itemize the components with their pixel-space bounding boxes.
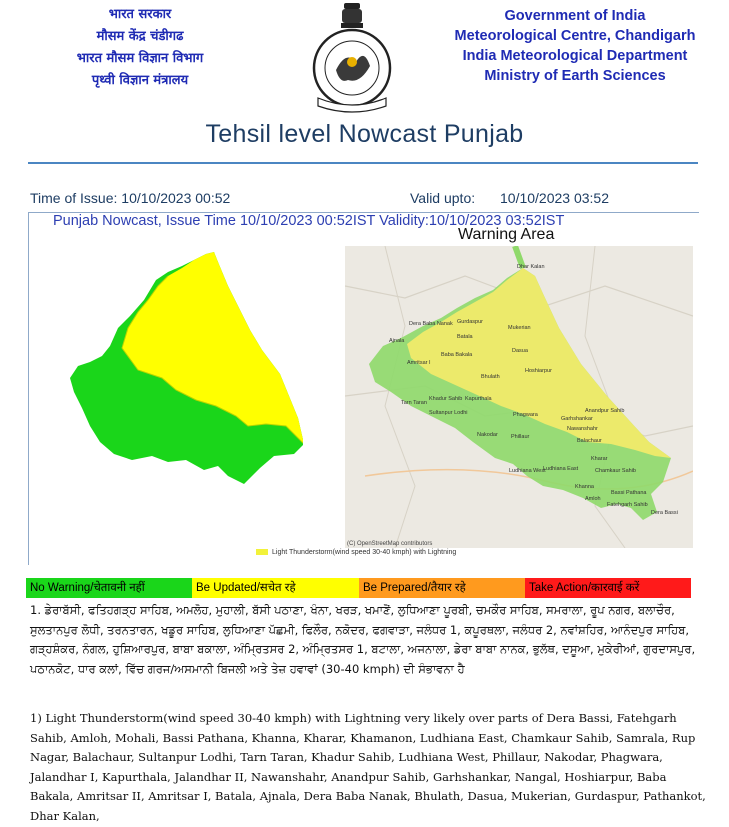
place-label: Nakodar bbox=[477, 432, 498, 438]
place-label: Mukerian bbox=[508, 325, 531, 331]
place-label: Amritsar I bbox=[407, 360, 431, 366]
valid-label: Valid upto: bbox=[410, 190, 476, 206]
place-label: Nawanshahr bbox=[567, 426, 598, 432]
legend-label: Light Thunderstorm(wind speed 30-40 kmph) with Lightning bbox=[272, 549, 457, 556]
header-hindi-line: पृथ्वी विज्ञान मंत्रालय bbox=[91, 73, 189, 88]
place-label: Dera Bassi bbox=[651, 510, 678, 516]
scale-be-prepared: Be Prepared/तैयार रहे bbox=[359, 578, 525, 598]
scale-be-updated: Be Updated/सचेत रहे bbox=[192, 578, 359, 598]
punjab-warning-map bbox=[68, 246, 303, 486]
place-label: Baba Bakala bbox=[441, 352, 473, 358]
warning-basemap bbox=[345, 246, 693, 548]
place-label: Khadur Sahib bbox=[429, 396, 463, 402]
place-label: Sultanpur Lodhi bbox=[429, 410, 468, 416]
header-hindi-line: भारत मौसम विज्ञान विभाग bbox=[76, 51, 204, 66]
header-hindi bbox=[40, 4, 240, 92]
place-label: Gurdaspur bbox=[457, 319, 483, 325]
header-hindi-line: मौसम केंद्र चंडीगढ bbox=[96, 29, 184, 44]
place-label: Batala bbox=[457, 334, 473, 340]
scale-take-action: Take Action/कारवाई करें bbox=[525, 578, 691, 598]
place-label: Tarn Taran bbox=[401, 400, 427, 406]
osm-credit: (C) OpenStreetMap contributors bbox=[347, 541, 433, 547]
place-label: Dera Baba Nanak bbox=[409, 321, 453, 327]
title-divider bbox=[28, 162, 698, 164]
place-label: Dhar Kalan bbox=[517, 264, 545, 270]
valid-value: 10/10/2023 03:52 bbox=[500, 190, 609, 206]
place-label: Amloh bbox=[585, 496, 601, 502]
place-label: Phillaur bbox=[511, 434, 530, 440]
place-label: Kapurthala bbox=[465, 396, 492, 402]
place-label: Fatehgarh Sahib bbox=[607, 502, 648, 508]
place-label: Bassi Pathana bbox=[611, 490, 647, 496]
place-label: Bhulath bbox=[481, 374, 500, 380]
place-label: Chamkaur Sahib bbox=[595, 468, 636, 474]
place-label: Dasua bbox=[512, 348, 528, 354]
header-english-line: Ministry of Earth Sciences bbox=[484, 68, 666, 84]
place-label: Khanna bbox=[575, 484, 594, 490]
place-label: Balachaur bbox=[577, 438, 602, 444]
legend-swatch-yellow bbox=[256, 549, 268, 555]
issue-time: Time of Issue: 10/10/2023 00:52 bbox=[30, 190, 231, 206]
panel-title: Punjab Nowcast, Issue Time 10/10/2023 00:52IST Validity:10/10/2023 03:52IST bbox=[53, 213, 565, 229]
place-label: Ajnala bbox=[389, 338, 405, 344]
english-forecast-text: 1) Light Thunderstorm(wind speed 30-40 kmph) with Lightning very likely over parts of Dera Bassi, Fatehgarh Sahib, Amloh, Mohali, Bassi Pathana, Khanna, Kharar, Khamanon, Ludhiana East, Chamkaur Sahib, Samrala, Rup Nagar, Balachaur, Sultanpur Lodhi, Tarn Taran, Khadur Sahib, Ludhiana West, Phillaur, Nakodar, Phagwara, Jalandhar I, Kapurthala, Jalandhar II, Nawanshahr, Anandpur Sahib, Garhshankar, Nangal, Hoshiarpur, Baba Bakala, Amritsar II, Amritsar I, Batala, Ajnala, Dera Baba Nanak, Bhulath, Dasua, Mukerian, Gurdaspur, Pathankot, Dhar Kalan, bbox=[30, 711, 706, 823]
place-label: Garhshankar bbox=[561, 416, 593, 422]
place-label: Ludhiana West bbox=[509, 468, 546, 474]
page-title: Tehsil level Nowcast Punjab bbox=[205, 120, 524, 148]
map-legend bbox=[256, 549, 456, 556]
place-label: Anandpur Sahib bbox=[585, 408, 625, 414]
header-english-line: India Meteorological Department bbox=[462, 48, 688, 64]
warning-area-title: Warning Area bbox=[458, 226, 555, 243]
header-english bbox=[440, 6, 710, 86]
header-hindi-line: भारत सरकार bbox=[108, 7, 172, 22]
header-english-line: Government of India bbox=[504, 8, 646, 24]
place-label: Phagwara bbox=[513, 412, 538, 418]
place-label: Kharar bbox=[591, 456, 608, 462]
place-label: Hoshiarpur bbox=[525, 368, 552, 374]
punjabi-forecast-text: 1. ਡੇਰਾਬੱਸੀ, ਫਤਿਹਗੜ੍ਹ ਸਾਹਿਬ, ਅਮਲੋਹ, ਮੁਹਾਲੀ, ਬੱਸੀ ਪਠਾਣਾ, ਖੰਨਾ, ਖਰੜ, ਖਮਾਣੋਂ, ਲੁਧਿਆਣਾ ਪੂਰਬੀ, ਚਮਕੌਰ ਸਾਹਿਬ, ਸਮਰਾਲਾ, ਰੂਪ ਨਗਰ, ਬਲਾਚੌਰ, ਸੁਲਤਾਨਪੁਰ ਲੋਧੀ, ਤਰਨਤਾਰਨ, ਖਡੂਰ ਸਾਹਿਬ, ਲੁਧਿਆਣਾ ਪੱਛਮੀ, ਫਿਲੌਰ, ਨਕੋਦਰ, ਫਗਵਾੜਾ, ਜਲੰਧਰ 1, ਕਪੂਰਥਲਾ, ਜਲੰਧਰ 2, ਨਵਾਂਸ਼ਹਿਰ, ਆਨੰਦਪੁਰ ਸਾਹਿਬ, ਗੜ੍ਹਸ਼ੰਕਰ, ਨੰਗਲ, ਹੁਸ਼ਿਆਰਪੁਰ, ਬਾਬਾ ਬਕਾਲਾ, ਅੰਮ੍ਰਿਤਸਰ 2, ਅੰਮ੍ਰਿਤਸਰ 1, ਬਟਾਲਾ, ਅਜਨਾਲਾ, ਡੇਰਾ ਬਾਬਾ ਨਾਨਕ, ਭੁਲੱਥ, ਦਸੂਆ, ਮੁਕੇਰੀਆਂ, ਗੁਰਦਾਸਪੁਰ, ਪਠਾਨਕੋਟ, ਧਾਰ ਕਲਾਂ, ਵਿੱਚ ਗਰਜ/ਅਸਮਾਨੀ ਬਿਜਲੀ ਅਤੇ ਤੇਜ਼ ਹਵਾਵਾਂ (30-40 kmph) ਦੀ ਸੰਭਾਵਨਾ ਹੈ bbox=[30, 603, 696, 676]
place-label: Ludhiana East bbox=[543, 466, 579, 472]
scale-no-warning: No Warning/चेतावनी नहीं bbox=[26, 578, 192, 598]
imd-emblem-logo bbox=[310, 0, 394, 114]
header-english-line: Meteorological Centre, Chandigarh bbox=[454, 28, 696, 44]
